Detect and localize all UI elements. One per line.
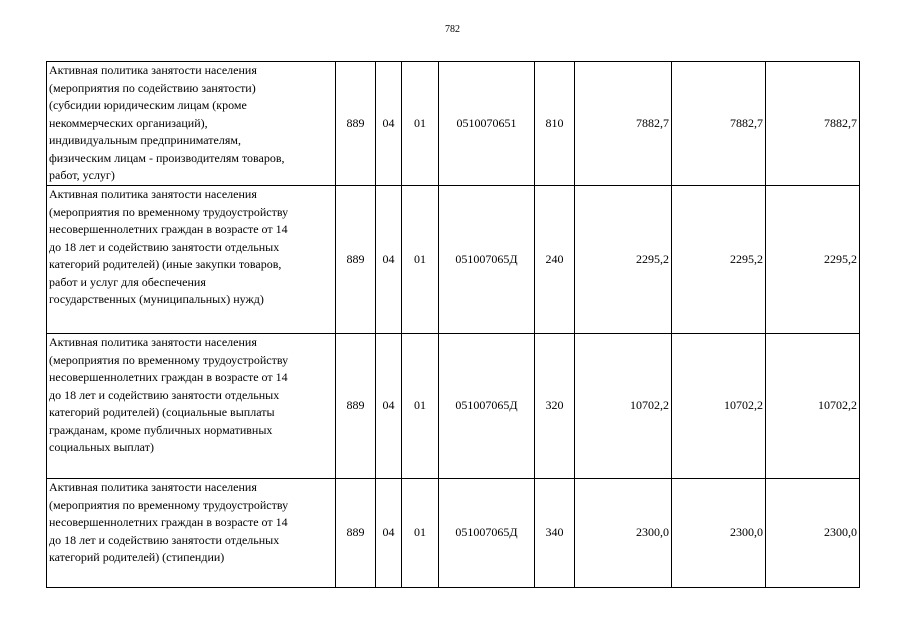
description-line: (субсидии юридическим лицам (кроме [49,98,247,112]
section-code: 04 [376,334,402,479]
row-description [47,186,336,334]
description-line: Активная политика занятости населения [49,480,257,494]
target-article-code: 051007065Д [439,186,535,334]
expense-type-code: 340 [535,479,575,588]
ved-code: 889 [336,334,376,479]
amount-2: 2300,0 [672,479,766,588]
target-article-code: 051007065Д [439,479,535,588]
target-article-code: 0510070651 [439,62,535,186]
description-line: некоммерческих организаций), [49,115,208,130]
amount-1: 7882,7 [575,62,672,186]
row-description [47,62,336,186]
section-code: 04 [376,479,402,588]
table-row [47,479,860,588]
table-row [47,334,860,479]
description-line: государственных (муниципальных) нужд) [49,292,264,306]
description-line: до 18 лет и содействию занятости отдельных [49,532,280,547]
table-row [47,62,860,186]
subsection-code: 01 [402,479,439,588]
amount-3: 7882,7 [766,62,860,186]
description-line: несовершеннолетних граждан в возрасте от 14 [49,370,288,384]
description-line: категорий родителей) (иные закупки товаров, [49,257,282,271]
subsection-code: 01 [402,62,439,186]
ved-code: 889 [336,186,376,334]
description-line: категорий родителей) (социальные выплаты [49,405,275,419]
description-line: до 18 лет и содействию занятости отдельных [49,387,280,402]
subsection-code: 01 [402,186,439,334]
description-line: (мероприятия по временному трудоустройству [49,204,289,219]
description-line: физическим лицам - производителям товаров, [49,150,285,165]
table-row [47,186,860,334]
page-number: 782 [445,24,460,35]
row-description [47,334,336,479]
amount-2: 7882,7 [672,62,766,186]
description-line: несовершеннолетних граждан в возрасте от 14 [49,515,288,529]
description-line: (мероприятия по содействию занятости) [49,80,256,95]
amount-2: 2295,2 [672,186,766,334]
section-code: 04 [376,62,402,186]
expense-type-code: 320 [535,334,575,479]
description-line: (мероприятия по временному трудоустройству [49,497,289,512]
description-line: категорий родителей) (стипендии) [49,550,225,564]
description-line: работ и услуг для обеспечения [49,274,206,289]
budget-table [46,61,860,588]
expense-type-code: 240 [535,186,575,334]
description-line: Активная политика занятости населения [49,335,257,349]
description-line: (мероприятия по временному трудоустройству [49,352,289,367]
description-line: Активная политика занятости населения [49,63,257,77]
description-line: несовершеннолетних граждан в возрасте от 14 [49,222,288,236]
amount-1: 10702,2 [575,334,672,479]
row-description [47,479,336,588]
amount-1: 2300,0 [575,479,672,588]
description-line: работ, услуг) [49,168,115,182]
table-body [47,62,860,588]
amount-3: 10702,2 [766,334,860,479]
subsection-code: 01 [402,334,439,479]
amount-3: 2300,0 [766,479,860,588]
ved-code: 889 [336,62,376,186]
description-line: индивидуальным предпринимателям, [49,133,241,147]
amount-3: 2295,2 [766,186,860,334]
ved-code: 889 [336,479,376,588]
target-article-code: 051007065Д [439,334,535,479]
amount-1: 2295,2 [575,186,672,334]
expense-type-code: 810 [535,62,575,186]
description-line: до 18 лет и содействию занятости отдельных [49,239,280,254]
description-line: Активная политика занятости населения [49,187,257,201]
amount-2: 10702,2 [672,334,766,479]
section-code: 04 [376,186,402,334]
description-line: гражданам, кроме публичных нормативных [49,422,273,437]
description-line: социальных выплат) [49,440,154,454]
